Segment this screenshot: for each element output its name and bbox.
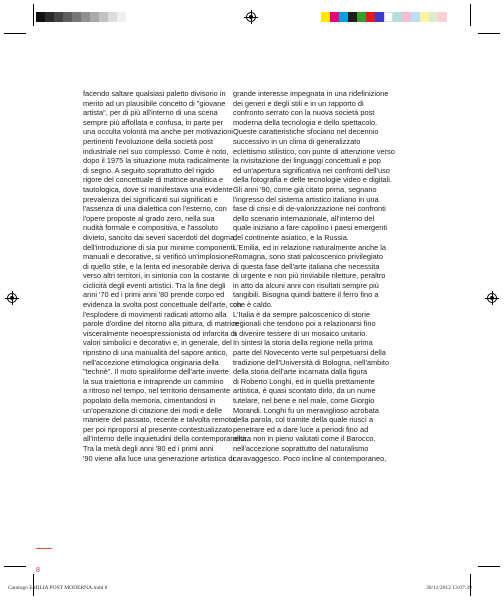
text-line: della fotografia e delle tecnologie video e digitali. xyxy=(233,175,393,185)
text-line: artistica, è quasi scontato dirlo, da un nume xyxy=(233,386,376,396)
color-swatch xyxy=(339,12,348,22)
gray-swatch xyxy=(36,12,45,22)
text-line: l'esplodere di movimenti radicati attorno alla xyxy=(83,309,227,319)
gray-swatch xyxy=(90,12,99,22)
text-line: Tra la metà degli anni '80 ed i primi anni xyxy=(83,443,214,453)
text-line: che è caldo. xyxy=(233,300,273,310)
grayscale-bar xyxy=(36,12,126,22)
color-swatch xyxy=(330,12,339,22)
text-line: ciclicità degli eventi artistici. Tra la fine degli xyxy=(83,280,226,290)
text-line: moderna della tecnologia e dello spettacolo. xyxy=(233,117,378,127)
text-line: la sua traiettoria e intraprende un cammino xyxy=(83,376,224,386)
text-line: una occulta volontà ma anche per motivazioni xyxy=(83,127,233,137)
text-line: nudità formale e compositiva, e l'assoluto xyxy=(83,223,218,233)
text-line: divieto, sancito dai severi sacerdoti del dogma, xyxy=(83,232,237,242)
text-line: L'Italia è da sempre palcoscenico di storie xyxy=(233,309,370,319)
text-line: Queste caratteristiche sfociano nel decennio xyxy=(233,127,379,137)
text-line: industriale nel suo complesso. Come è noto, xyxy=(83,146,229,156)
crop-mark-tl-h xyxy=(4,33,26,34)
text-line: evidenza la svolta post concettuale dell'arte, con xyxy=(83,300,242,310)
crop-mark-br-h xyxy=(478,566,500,567)
text-line: della parola, col tramite della quale riuscì a xyxy=(233,415,374,425)
page-number-rule xyxy=(36,548,52,549)
text-line: manuali e decorative, si verificò un'implosione xyxy=(83,252,234,262)
gray-swatch xyxy=(54,12,63,22)
text-line: dopo il 1975 la situazione muta radicalmente xyxy=(83,156,230,166)
text-line: dell'introduzione di sia pur minime componenti xyxy=(83,242,235,252)
crop-mark-tr-h xyxy=(478,33,500,34)
text-line: in atto da alcuni anni con risultati sempre più xyxy=(233,280,379,290)
text-line: nell'accezione etimologica originaria della xyxy=(83,357,219,367)
text-line: sempre più affollata e confusa, in parte per xyxy=(83,117,223,127)
text-line: un'operazione di citazione dei modi e delle xyxy=(83,405,223,415)
text-line: Romagna, sono stati palcoscenico privilegiato xyxy=(233,252,383,262)
gray-swatch xyxy=(45,12,54,22)
text-line: grande interesse impegnata in una ridefinizione xyxy=(233,89,389,98)
text-line: rigore del concettuale di matrice analitica e xyxy=(83,175,224,185)
text-line: tautologica, dove si manifestava una evidente xyxy=(83,184,233,194)
text-line: valori simbolici e decorativi e, in generale, del xyxy=(83,338,232,348)
color-swatch xyxy=(321,12,330,22)
text-line: anni '70 ed i primi anni '80 prende corpo ed xyxy=(83,290,225,300)
text-line: merito ad un plausibile concetto di "giovane xyxy=(83,98,226,108)
text-line: parte del Novecento verte sul perpetuarsi della xyxy=(233,348,386,358)
text-line: del continente asiatico, e la Russia. xyxy=(233,232,349,242)
text-line: l'opere proposte al grado zero, nella sua xyxy=(83,213,215,223)
color-swatch xyxy=(429,12,438,22)
text-line: Gli anni '90, come già citato prima, segnano xyxy=(233,184,377,194)
text-line: Morandi. Longhi fu un meraviglioso acrobata xyxy=(233,405,379,415)
text-line: successivo in un clima di generalizzato xyxy=(233,136,361,146)
text-line: In sintesi la storia della regione nella prima xyxy=(233,338,373,348)
text-line: '90 viene alla luce una generazione artistica di xyxy=(83,453,234,463)
color-swatch xyxy=(402,12,411,22)
text-line: confronto serrato con la nuova società post xyxy=(233,108,375,118)
text-line: regionali che tendono poi a relazionarsi fino xyxy=(233,319,376,329)
text-line: di questa fase dell'arte italiana che necessita xyxy=(233,261,380,271)
text-line: a ritroso nel tempo, nel territorio densamente xyxy=(83,386,231,396)
text-line: quale iniziano a fare capolino i paesi emergenti xyxy=(233,223,388,233)
text-line: dei generi e degli stili e in un rapporto di xyxy=(233,98,364,108)
text-line: penetrare ed a dare luce a periodi fino ad xyxy=(233,424,369,434)
text-line: ripristino di una manualità del sapore antico, xyxy=(83,348,228,358)
text-line: verso altri territori, in sintonia con la costante xyxy=(83,271,230,281)
color-swatch xyxy=(420,12,429,22)
color-swatch xyxy=(375,12,384,22)
text-line: tradizione dell'Università di Bologna, nell'ambito xyxy=(233,357,390,367)
color-swatch xyxy=(366,12,375,22)
slug-timestamp: 30/11/2012 13:07:39 xyxy=(426,585,472,591)
gray-swatch xyxy=(81,12,90,22)
slug-filename: Catalogo EMILIA POST MODERNA.indd 8 xyxy=(8,585,108,591)
text-line: di quello stile, e la lenta ed inesorabile deriva xyxy=(83,261,231,271)
crop-mark-tr-v xyxy=(470,4,471,26)
text-line: L'Emilia, ed in relazione naturalmente anche la xyxy=(233,242,387,252)
gray-swatch xyxy=(108,12,117,22)
text-line: "technè". Il moto spiraliforme dell'arte inverte xyxy=(83,367,229,377)
text-line: tutelare, nel bene e nel male, come Giorgio xyxy=(233,396,375,405)
text-line: all'interno delle inquietudini della contemporaneità. xyxy=(83,434,249,444)
text-line: l'ingresso del sistema artistico italiano in una xyxy=(233,194,379,204)
text-line: tangibili. Bisogna quindi battere il ferro fino a xyxy=(233,290,379,300)
text-line: di Roberto Longhi, ed in quella prettamente xyxy=(233,376,375,386)
text-line: la rivisitazione dei linguaggi concettuali e pop xyxy=(233,156,381,166)
gray-swatch xyxy=(99,12,108,22)
crop-mark-tl-v xyxy=(33,4,34,26)
text-line: a divenire tessere di un mosaico unitario. xyxy=(233,328,368,338)
crop-mark-bl-h xyxy=(4,566,26,567)
text-line: ed un'apertura significativa nei confronti dell'uso xyxy=(233,165,390,175)
registration-mark-top-icon xyxy=(244,10,258,24)
color-swatch xyxy=(348,12,357,22)
text-column-right xyxy=(233,89,429,463)
text-line: nell'accezione soprattutto del naturalismo xyxy=(233,443,369,453)
color-swatch xyxy=(393,12,402,22)
text-line: caravaggesco. Poco incline al contemporaneo, xyxy=(233,453,387,463)
color-swatch xyxy=(411,12,420,22)
text-line: facendo saltare qualsiasi paletto divisorio in xyxy=(83,89,226,98)
color-swatch xyxy=(384,12,393,22)
color-swatch xyxy=(357,12,366,22)
text-line: eclettismo stilistico, con punte di attenzione verso xyxy=(233,146,395,156)
text-line: prevalenza dei significanti sui significati e xyxy=(83,194,218,204)
registration-mark-left-icon xyxy=(5,291,19,305)
text-line: di urgente e non più rinviabile riletture, peraltro xyxy=(233,271,386,281)
text-line: allora non in pieno valutati come il Barocco, xyxy=(233,434,376,444)
text-line: di segno. A seguito soprattutto del rigido xyxy=(83,165,215,175)
text-line: artista", per di più all'interno di una scena xyxy=(83,108,218,118)
text-line: l'assenza di una dialettica con l'esterno, con xyxy=(83,204,227,214)
text-line: per poi riproporsi al presente contestualizzato xyxy=(83,424,233,434)
text-line: fase di crisi e di de-valorizzazione nei confronti xyxy=(233,204,386,214)
color-swatch xyxy=(438,12,447,22)
text-line: della storia dell'arte incarnata dalla figura xyxy=(233,367,368,377)
text-line: popolato della memoria, cimentandosi in xyxy=(83,396,216,405)
registration-mark-right-icon xyxy=(485,291,499,305)
gray-swatch xyxy=(117,12,126,22)
gray-swatch xyxy=(63,12,72,22)
page-number: 8 xyxy=(36,567,40,574)
text-line: visceralmente neoespressionista od infarcita di xyxy=(83,328,237,338)
text-line: pertinenti l'evoluzione della società post xyxy=(83,136,214,146)
text-line: dello scenario internazionale, all'interno del xyxy=(233,213,375,223)
gray-swatch xyxy=(72,12,81,22)
color-bar xyxy=(321,12,447,22)
text-line: maniere del passato, recente e talvolta remoto, xyxy=(83,415,238,425)
text-line: parole d'ordine del ritorno alla pittura, di matrice xyxy=(83,319,239,329)
